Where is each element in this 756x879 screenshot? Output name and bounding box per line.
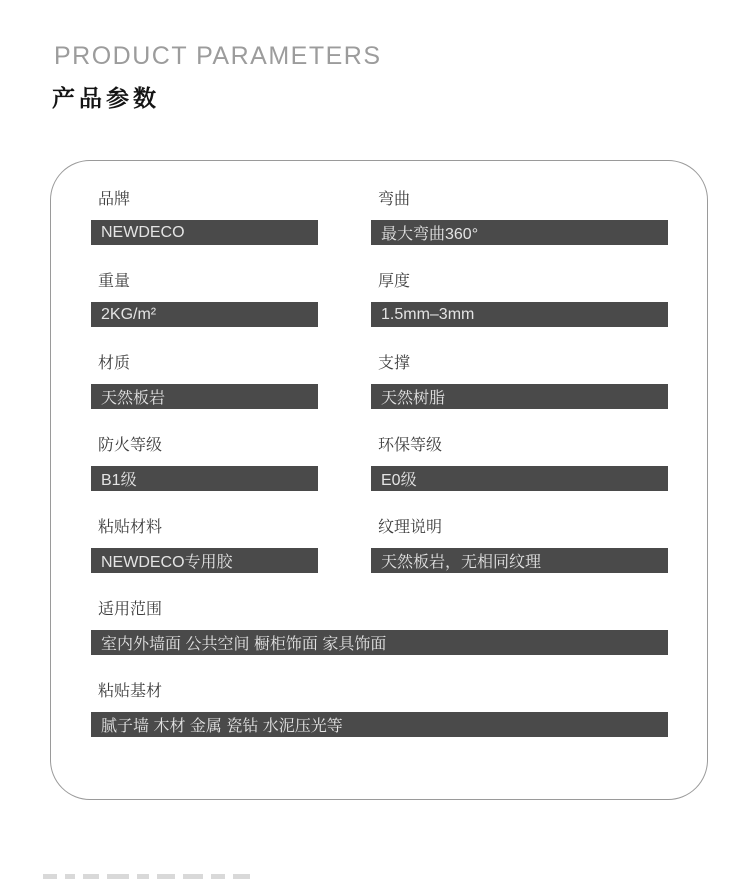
param-value: 1.5mm–3mm	[381, 305, 475, 323]
param-value: NEWDECO	[101, 223, 185, 241]
section-title-zh: 产品参数	[52, 85, 160, 111]
parameters-grid	[51, 161, 707, 737]
param-cell-thickness	[371, 273, 668, 327]
param-cell-support	[371, 355, 668, 409]
param-cell-brand	[91, 191, 318, 245]
param-cell-bend	[371, 191, 668, 245]
param-value: 天然树脂	[381, 390, 446, 407]
param-label: 纹理说明	[378, 519, 443, 536]
param-value: 天然板岩，无相同纹理	[381, 554, 542, 571]
param-cell-eco-rating	[371, 437, 668, 491]
param-value-bar	[91, 466, 318, 491]
param-label: 材质	[98, 355, 131, 372]
param-value: 腻子墙 木材 金属 瓷钻 水泥压光等	[101, 718, 343, 735]
param-value: 最大弯曲360°	[381, 226, 479, 243]
param-value-bar	[371, 302, 668, 327]
param-value-bar	[91, 384, 318, 409]
param-cell-application	[91, 601, 668, 655]
param-label: 适用范围	[98, 601, 163, 618]
param-cell-material	[91, 355, 318, 409]
param-label: 重量	[98, 273, 131, 290]
param-label: 防火等级	[98, 437, 163, 454]
param-label: 环保等级	[378, 437, 443, 454]
param-value-bar	[371, 466, 668, 491]
param-label: 粘贴基材	[98, 683, 163, 700]
param-label: 粘贴材料	[98, 519, 163, 536]
param-value: 2KG/m²	[101, 305, 157, 323]
param-value-bar	[91, 630, 668, 655]
param-label: 厚度	[378, 273, 411, 290]
param-value: E0级	[381, 472, 417, 489]
param-value: B1级	[101, 472, 137, 489]
next-section-cutoff-text	[43, 872, 250, 879]
param-value-bar	[371, 384, 668, 409]
param-value-bar	[91, 302, 318, 327]
param-label: 支撑	[378, 355, 411, 372]
param-cell-fire-rating	[91, 437, 318, 491]
param-cell-weight	[91, 273, 318, 327]
param-label: 品牌	[98, 191, 131, 208]
param-value-bar	[91, 220, 318, 245]
param-value-bar	[371, 220, 668, 245]
param-value: 室内外墙面 公共空间 橱柜饰面 家具饰面	[101, 636, 387, 653]
param-value-bar	[91, 548, 318, 573]
param-cell-adhesive	[91, 519, 318, 573]
section-title-en: PRODUCT PARAMETERS	[54, 42, 382, 70]
param-value-bar	[371, 548, 668, 573]
param-label: 弯曲	[378, 191, 411, 208]
param-value: NEWDECO专用胶	[101, 554, 233, 571]
param-value-bar	[91, 712, 668, 737]
param-value: 天然板岩	[101, 390, 166, 407]
param-cell-texture	[371, 519, 668, 573]
param-cell-substrate	[91, 683, 668, 737]
parameters-panel	[50, 160, 708, 800]
